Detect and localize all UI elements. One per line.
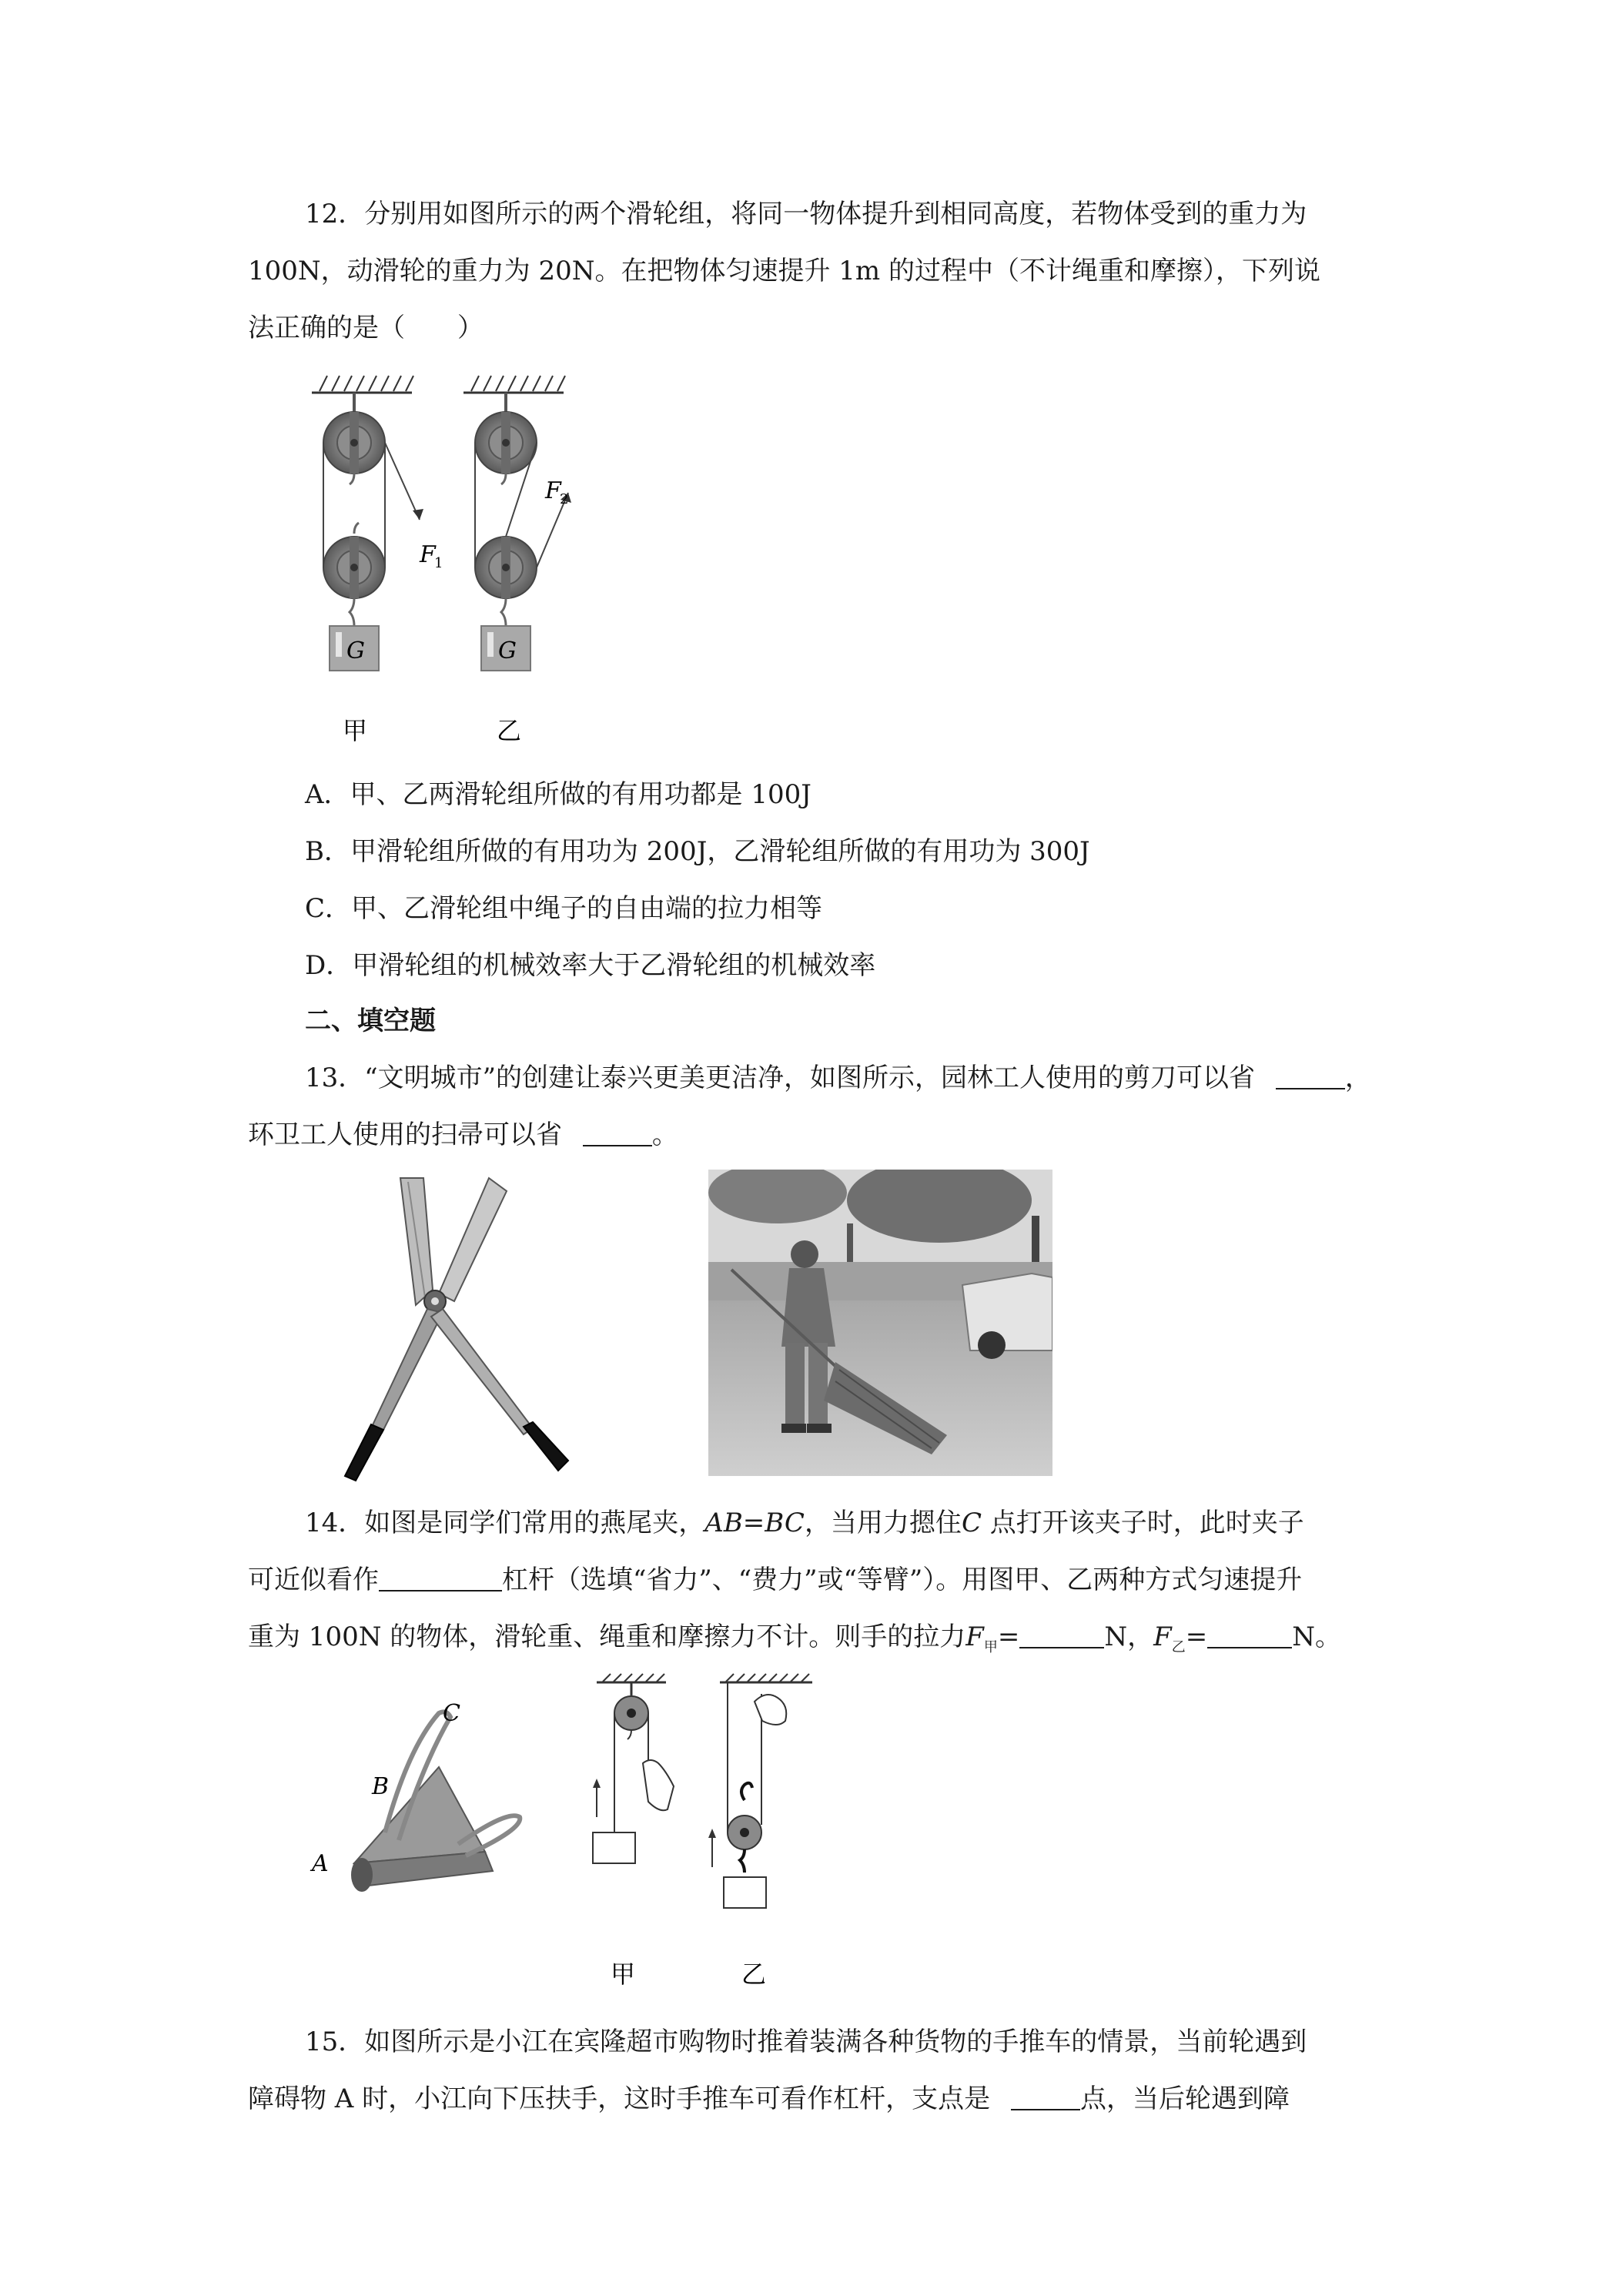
q14-pulley-figure xyxy=(581,1671,843,2010)
q14-line-2-end: 杠杆（选填“省力”、“费力”或“等臂”）。用图甲、乙两种方式匀速提升 xyxy=(502,1565,1303,1595)
clip-label-b: B xyxy=(372,1773,390,1800)
q14-caption-jia: 甲 xyxy=(611,1960,636,1989)
pulley-system-jia xyxy=(323,393,423,671)
q12-option-a: A．甲、乙两滑轮组所做的有用功都是 100J xyxy=(305,779,812,810)
clip-label-c: C xyxy=(443,1700,460,1727)
q14-caption-yi: 乙 xyxy=(741,1960,767,1989)
label-f2: F xyxy=(545,477,561,504)
q14-line-2-text: 可近似看作 xyxy=(248,1565,379,1595)
label-g-right: G xyxy=(498,638,517,664)
section-heading: 二、填空题 xyxy=(305,1006,436,1036)
q15-line-2-end: 点，当后轮遇到障 xyxy=(1079,2083,1290,2114)
q14-ab-bc: AB=BC xyxy=(704,1508,805,1538)
q14-line-1-mid: ，当用力摁住 xyxy=(804,1508,962,1538)
q13-blank-1 xyxy=(1276,1065,1345,1089)
q14-f-yi-sub: 乙 xyxy=(1171,1638,1186,1655)
q13-line-1 xyxy=(305,1063,1371,1093)
q14-eq-2: = xyxy=(1185,1622,1208,1652)
q15-line-2 xyxy=(248,2083,1290,2114)
q13-blank-2 xyxy=(583,1122,652,1146)
label-g-left: G xyxy=(346,638,365,664)
q14-blank-1 xyxy=(379,1567,502,1591)
q14-line-2 xyxy=(248,1565,1302,1595)
q12-option-b: B．甲滑轮组所做的有用功为 200J，乙滑轮组所做的有用功为 300J xyxy=(305,836,1090,867)
q14-line-1-end: 点打开该夹子时，此时夹子 xyxy=(981,1508,1304,1538)
q14-line-1-text: 14．如图是同学们常用的燕尾夹， xyxy=(305,1508,705,1538)
q14-blank-2 xyxy=(1019,1624,1104,1648)
hedge-shears-image xyxy=(308,1174,585,1482)
pulley-system-yi xyxy=(475,393,571,671)
ceiling-right xyxy=(463,376,565,393)
binder-clip-image xyxy=(308,1694,531,1917)
q14-blank-3 xyxy=(1207,1624,1292,1648)
q14-point-c: C xyxy=(961,1508,982,1538)
street-sweeper-photo xyxy=(708,1170,1052,1476)
q12-line-1: 12．分别用如图所示的两个滑轮组，将同一物体提升到相同高度，若物体受到的重力为 xyxy=(305,199,1307,229)
q14-eq-1: = xyxy=(997,1622,1020,1652)
caption-yi: 乙 xyxy=(497,716,522,745)
q12-option-c: C．甲、乙滑轮组中绳子的自由端的拉力相等 xyxy=(305,893,823,924)
q13-line-1-end: ， xyxy=(1344,1063,1371,1093)
q14-unit-2: N。 xyxy=(1292,1622,1341,1652)
q14-f-jia: F xyxy=(965,1622,984,1652)
q13-line-2-end: 。 xyxy=(651,1120,678,1150)
q13-line-1-text: 13．“文明城市”的创建让泰兴更美更洁净，如图所示，园林工人使用的剪刀可以省 xyxy=(305,1063,1256,1093)
q14-line-1 xyxy=(305,1508,1304,1538)
q13-line-2 xyxy=(248,1120,678,1150)
q14-f-yi: F xyxy=(1153,1622,1172,1652)
label-f2-sub: 2 xyxy=(560,491,569,507)
q15-line-2-text: 障碍物 A 时，小江向下压扶手，这时手推车可看作杠杆，支点是 xyxy=(248,2083,991,2114)
caption-jia: 甲 xyxy=(343,716,368,745)
q15-blank-1 xyxy=(1011,2086,1080,2110)
clip-label-a: A xyxy=(312,1850,329,1877)
label-f1: F xyxy=(420,541,436,568)
q15-line-1: 15．如图所示是小江在宾隆超市购物时推着装满各种货物的手推车的情景，当前轮遇到 xyxy=(305,2027,1307,2057)
q12-line-2: 100N，动滑轮的重力为 20N。在把物体匀速提升 1m 的过程中（不计绳重和摩擦），下列说 xyxy=(248,256,1320,286)
q14-line-3 xyxy=(248,1622,1341,1663)
q12-line-3: 法正确的是（ ） xyxy=(248,313,484,343)
q12-option-d: D．甲滑轮组的机械效率大于乙滑轮组的机械效率 xyxy=(305,950,876,981)
q13-line-2-text: 环卫工人使用的扫帚可以省 xyxy=(248,1120,562,1150)
q14-f-jia-sub: 甲 xyxy=(983,1638,998,1655)
ceiling-left xyxy=(312,376,413,393)
q14-line-3-text: 重为 100N 的物体，滑轮重、绳重和摩擦力不计。则手的拉力 xyxy=(248,1622,966,1652)
label-f1-sub: 1 xyxy=(434,555,443,571)
q12-pulley-figure xyxy=(300,366,593,758)
q14-unit-1: N， xyxy=(1104,1622,1154,1652)
